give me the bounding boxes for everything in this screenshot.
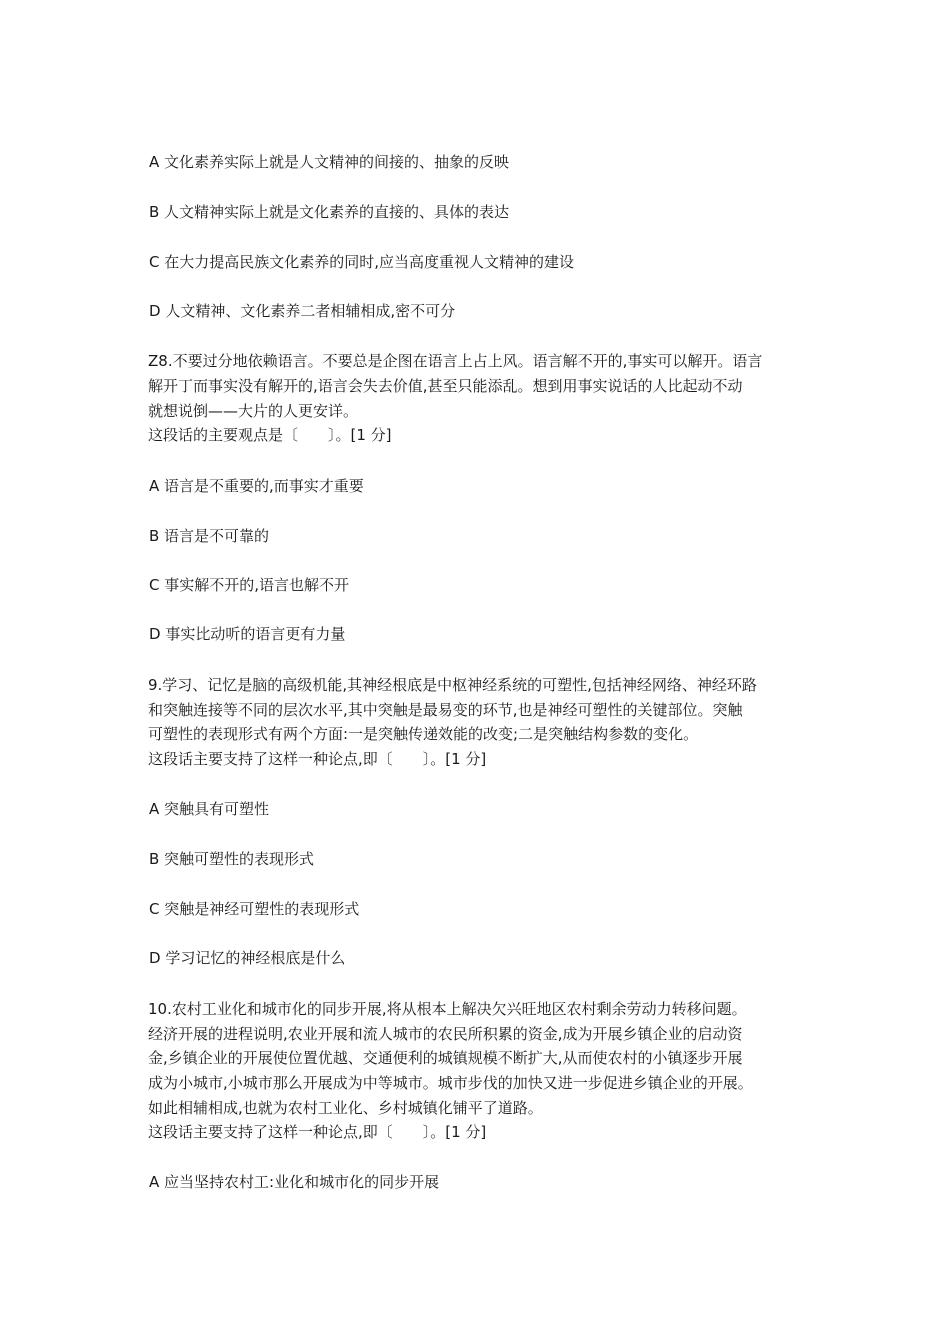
q28-stem-line: 解开丁而事实没有解开的,语言会失去价值,甚至只能添乱。想到用事实说话的人比起动不动	[148, 377, 743, 395]
q9-stem-line: 9.学习、记忆是脑的高级机能,其神经根底是中枢神经系统的可塑性,包括神经网络、神经环路	[148, 676, 757, 694]
q9-option-c[interactable]: C 突触是神经可塑性的表现形式	[149, 900, 360, 918]
q10-option-a[interactable]: A 应当坚持农村工:业化和城市化的同步开展	[149, 1173, 440, 1191]
q28-option-a[interactable]: A 语言是不重要的,而事实才重要	[149, 477, 364, 495]
q10-stem-line: 金,乡镇企业的开展使位置优越、交通便利的城镇规模不断扩大,从而使农村的小镇逐步开展	[148, 1049, 743, 1067]
q27-option-b[interactable]: B 人文精神实际上就是文化素养的直接的、具体的表达	[149, 203, 510, 221]
q28-question-prompt: 这段话的主要观点是〔 〕。[1 分]	[148, 426, 392, 444]
q28-option-d[interactable]: D 事实比动听的语言更有力量	[149, 625, 346, 643]
q28-option-c[interactable]: C 事实解不开的,语言也解不开	[149, 576, 350, 594]
q9-option-d[interactable]: D 学习记忆的神经根底是什么	[149, 949, 346, 967]
q9-option-a[interactable]: A 突触具有可塑性	[149, 800, 270, 818]
q10-stem-line: 成为小城市,小城市那么开展成为中等城市。城市步伐的加快又进一步促进乡镇企业的开展。	[148, 1074, 753, 1092]
q9-stem-line: 和突触连接等不同的层次水平,其中突触是最易变的环节,也是神经可塑性的关键部位。突触	[148, 701, 743, 719]
q28-option-b[interactable]: B 语言是不可靠的	[149, 527, 270, 545]
q27-option-c[interactable]: C 在大力提高民族文化素养的同时,应当高度重视人文精神的建设	[149, 253, 575, 271]
q9-option-b[interactable]: B 突触可塑性的表现形式	[149, 850, 315, 868]
q10-stem-line: 10.农村工业化和城市化的同步开展,将从根本上解决欠兴旺地区农村剩余劳动力转移问题。	[148, 1000, 747, 1018]
q28-stem-line: 就想说倒——大片的人更安详。	[148, 402, 359, 420]
q9-stem-line: 可塑性的表现形式有两个方面:一是突触传递效能的改变;二是突触结构参数的变化。	[148, 725, 699, 743]
q27-option-d[interactable]: D 人文精神、文化素养二者相辅相成,密不可分	[149, 302, 456, 320]
q28-stem-line: Z8.不要过分地依赖语言。不要总是企图在语言上占上风。语言解不开的,事实可以解开。语言	[148, 352, 763, 370]
q10-stem-line: 经济开展的进程说明,农业开展和流人城市的农民所积累的资金,成为开展乡镇企业的启动资	[148, 1025, 743, 1043]
q27-option-a[interactable]: A 文化素养实际上就是人文精神的间接的、抽象的反映	[149, 153, 510, 171]
q10-stem-line: 如此相辅相成,也就为农村工业化、乡村城镇化铺平了道路。	[148, 1099, 543, 1117]
q9-question-prompt: 这段话主要支持了这样一种论点,即〔 〕。[1 分]	[148, 750, 487, 768]
q10-question-prompt: 这段话主要支持了这样一种论点,即〔 〕。[1 分]	[148, 1123, 487, 1141]
